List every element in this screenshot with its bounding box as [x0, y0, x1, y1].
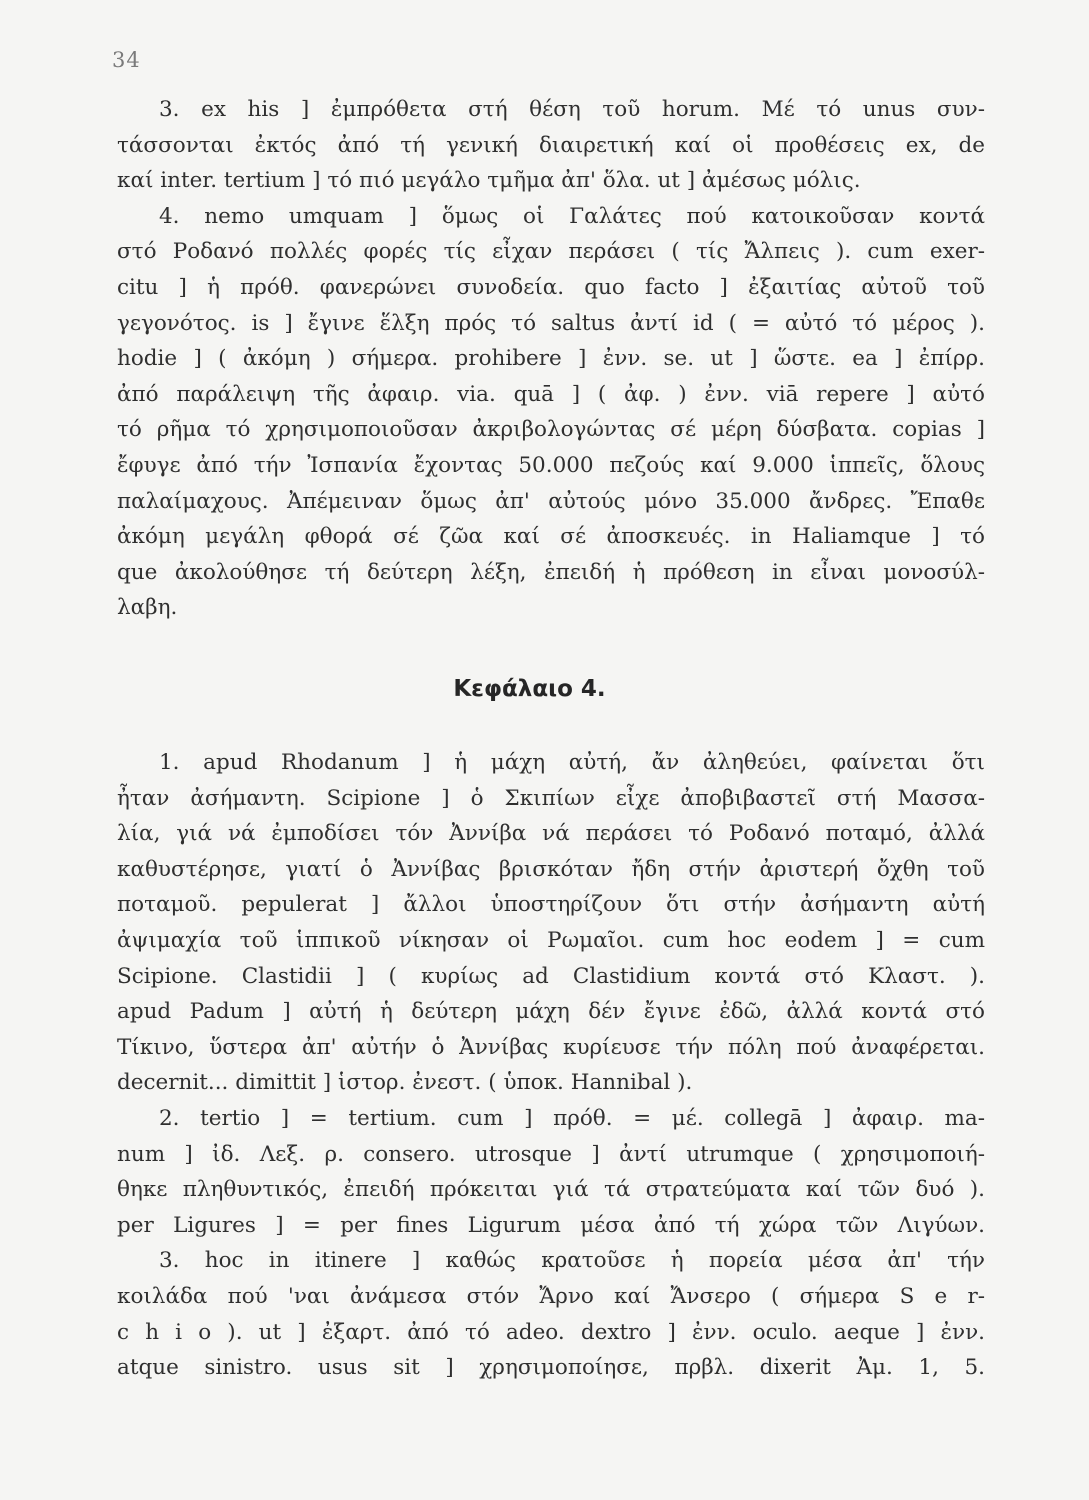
text-line: c h i o ). ut ] ἐξαρτ. ἀπό τό adeo. dextro ] ἐνν. oculo. aeque ] ἐνν.: [117, 1319, 985, 1345]
text-line: στό Ροδανό πολλές φορές τίς εἶχαν περάσει ( τίς Ἄλπεις ). cum exer-: [117, 239, 985, 265]
text-line: τό ρῆμα τό χρησιμοποιοῦσαν ἀκριβολογώντας σέ μέρη δύσβατα. copias ]: [117, 417, 985, 443]
commentary-block-chapter-3: [117, 92, 985, 626]
text-line: κοιλάδα πού 'ναι ἀνάμεσα στόν Ἄρνο καί Ἄνσερο ( σήμερα S e r-: [117, 1283, 985, 1309]
page-number: 34: [112, 48, 141, 72]
text-line: θηκε πληθυντικός, ἐπειδή πρόκειται γιά τά στρατεύματα καί τῶν δυό ).: [117, 1177, 985, 1203]
text-line: 3. hoc in itinere ] καθώς κρατοῦσε ἡ πορεία μέσα ἀπ' τήν: [159, 1248, 985, 1274]
text-line: Τίκινο, ὕστερα ἀπ' αὐτήν ὁ Ἀννίβας κυρίευσε τήν πόλη πού ἀναφέρεται.: [117, 1034, 985, 1060]
text-line: γεγονότος. is ] ἔγινε ἕλξη πρός τό saltus ἀντί id ( = αὐτό τό μέρος ).: [117, 310, 985, 336]
text-line: ἀπό παράλειψη τῆς ἀφαιρ. via. quā ] ( ἀφ. ) ἐνν. viā repere ] αὐτό: [117, 381, 985, 407]
text-line: καί inter. tertium ] τό πιό μεγάλο τμῆμα ἀπ' ὅλα. ut ] ἀμέσως μόλις.: [117, 168, 861, 194]
text-line: 3. ex his ] ἐμπρόθετα στή θέση τοῦ horum. Μέ τό unus συν-: [159, 97, 985, 122]
text-line: ἦταν ἀσήμαντη. Scipione ] ὁ Σκιπίων εἶχε ἀποβιβαστεῖ στή Μασσα-: [117, 785, 985, 811]
text-line: παλαίμαχους. Ἀπέμειναν ὅμως ἀπ' αὐτούς μόνο 35.000 ἄνδρες. Ἔπαθε: [117, 488, 985, 514]
text-line: decernit... dimittit ] ἱστορ. ἐνεστ. ( ὑποκ. Hannibal ).: [117, 1070, 693, 1096]
text-line: 2. tertio ] = tertium. cum ] πρόθ. = μέ. collegā ] ἀφαιρ. ma-: [159, 1105, 985, 1131]
text-line: num ] ἰδ. Λεξ. ρ. consero. utrosque ] ἀντί utrumque ( χρησιμοποιή-: [117, 1141, 985, 1167]
text-line: ἀκόμη μεγάλη φθορά σέ ζῶα καί σέ ἀποσκευές. in Haliamque ] τό: [117, 524, 985, 550]
text-line: citu ] ἡ πρόθ. φανερώνει συνοδεία. quo facto ] ἐξαιτίας αὐτοῦ τοῦ: [117, 274, 985, 300]
chapter-heading: Κεφάλαιο 4.: [453, 676, 606, 702]
text-line: per Ligures ] = per fines Ligurum μέσα ἀπό τή χώρα τῶν Λιγύων.: [117, 1212, 985, 1238]
commentary-block-chapter-4: [117, 745, 985, 1386]
text-line: hodie ] ( ἀκόμη ) σήμερα. prohibere ] ἐνν. se. ut ] ὥστε. ea ] ἐπίρρ.: [117, 346, 985, 372]
text-line: ἔφυγε ἀπό τήν Ἰσπανία ἔχοντας 50.000 πεζούς καί 9.000 ἱππεῖς, ὅλους: [117, 452, 985, 478]
text-line: λία, γιά νά ἐμποδίσει τόν Ἀννίβα νά περάσει τό Ροδανό ποταμό, ἀλλά: [117, 821, 985, 847]
text-line: Scipione. Clastidii ] ( κυρίως ad Clastidium κοντά στό Κλαστ. ).: [117, 963, 985, 989]
text-line: atque sinistro. usus sit ] χρησιμοποίησε, πρβλ. dixerit Ἀμ. 1, 5.: [117, 1355, 985, 1381]
text-line: ἀψιμαχία τοῦ ἱππικοῦ νίκησαν οἱ Ρωμαῖοι. cum hoc eodem ] = cum: [117, 927, 985, 953]
text-line: apud Padum ] αὐτή ἡ δεύτερη μάχη δέν ἔγινε ἐδῶ, ἀλλά κοντά στό: [117, 999, 985, 1025]
text-line: 4. nemo umquam ] ὅμως οἱ Γαλάτες πού κατοικοῦσαν κοντά: [159, 203, 985, 229]
text-line: καθυστέρησε, γιατί ὁ Ἀννίβας βρισκόταν ἤδη στήν ἀριστερή ὄχθη τοῦ: [117, 856, 985, 882]
text-line: ποταμοῦ. pepulerat ] ἄλλοι ὑποστηρίζουν ὅτι στήν ἀσήμαντη αὐτή: [117, 892, 985, 918]
text-line: τάσσονται ἐκτός ἀπό τή γενική διαιρετική καί οἱ προθέσεις ex, de: [117, 132, 985, 158]
text-line: λαβη.: [117, 595, 178, 621]
text-line: que ἀκολούθησε τή δεύτερη λέξη, ἐπειδή ἡ πρόθεση in εἶναι μονοσύλ-: [117, 559, 985, 585]
text-line: 1. apud Rhodanum ] ἡ μάχη αὐτή, ἄν ἀληθεύει, φαίνεται ὅτι: [159, 750, 985, 775]
